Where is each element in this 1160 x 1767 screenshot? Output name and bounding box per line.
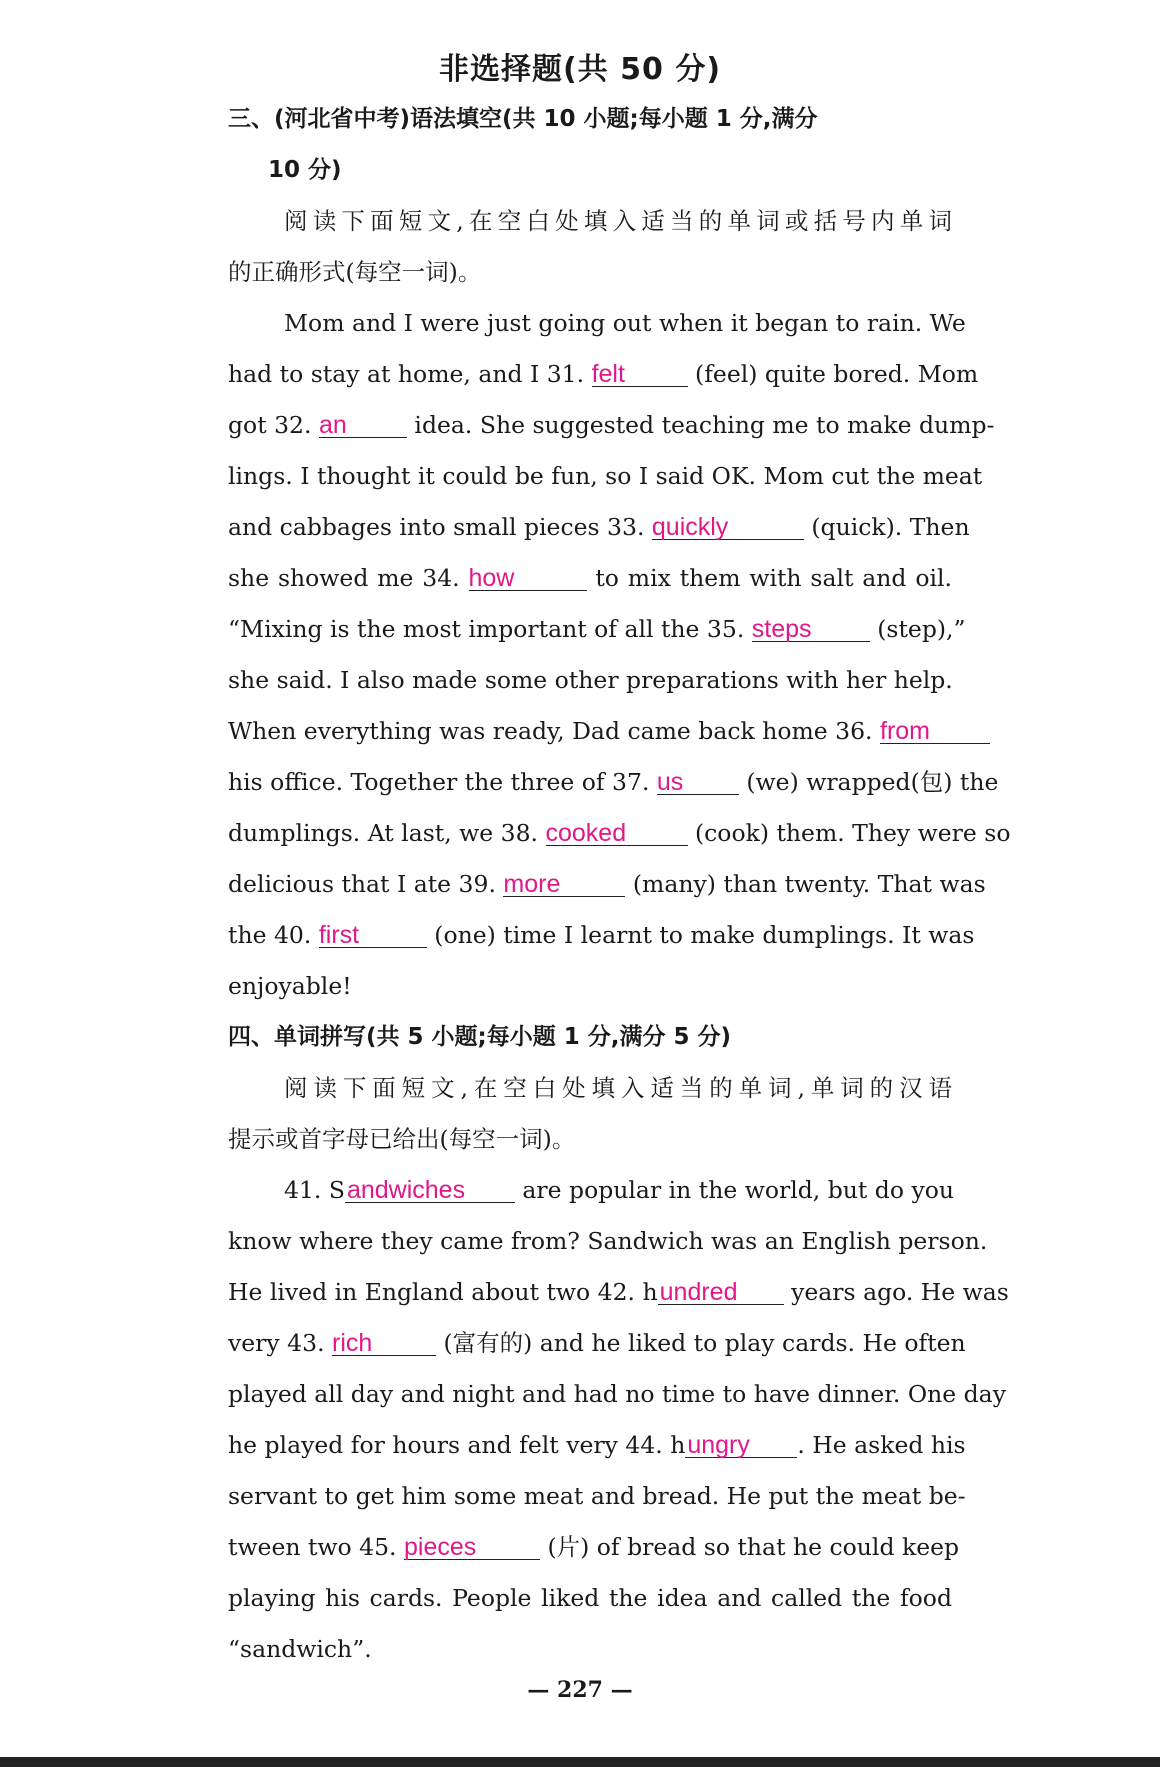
- answer-40: first: [319, 923, 427, 948]
- answer-34: how: [469, 566, 587, 591]
- answer-35: steps: [752, 617, 870, 642]
- answer-45: pieces: [404, 1535, 540, 1560]
- passage-line: [228, 1165, 955, 1216]
- text: (feel) quite bored. Mom: [687, 360, 979, 388]
- passage-line: [228, 502, 970, 553]
- passage-line: [228, 1318, 966, 1369]
- text: (many) than twenty. That was: [625, 870, 986, 898]
- answer-32: an: [319, 413, 407, 438]
- passage-line: [228, 349, 979, 400]
- section3-header: 三、(河北省中考)语法填空(共 10 小题;每小题 1 分,满分: [228, 106, 818, 132]
- passage-line: [228, 400, 995, 451]
- text: (we) wrapped(包) the: [738, 768, 999, 796]
- text: (one) time I learnt to make dumplings. It was: [426, 921, 975, 949]
- answer-31: felt: [592, 362, 688, 387]
- text: the 40.: [228, 921, 319, 949]
- passage-line: know where they came from? Sandwich was an English person.: [228, 1227, 988, 1255]
- text: (cook) them. They were so: [687, 819, 1011, 847]
- text: (step),”: [869, 615, 966, 643]
- text: to mix them with salt and oil.: [586, 564, 952, 592]
- page-number: — 227 —: [527, 1677, 633, 1703]
- passage-line: playing his cards. People liked the idea and called the food: [228, 1584, 952, 1612]
- text: tween two 45.: [228, 1533, 404, 1561]
- answer-41: andwiches: [345, 1178, 515, 1203]
- text: When everything was ready, Dad came back home 36.: [228, 717, 880, 745]
- text: He lived in England about two 42. h: [228, 1278, 658, 1306]
- text: . He asked his: [797, 1431, 966, 1459]
- passage-line: lings. I thought it could be fun, so I said OK. Mom cut the meat: [228, 462, 983, 490]
- text: years ago. He was: [783, 1278, 1009, 1306]
- passage-line: [228, 808, 1011, 859]
- text: and cabbages into small pieces 33.: [228, 513, 652, 541]
- section4-header: 四、单词拼写(共 5 小题;每小题 1 分,满分 5 分): [228, 1024, 732, 1050]
- text: (富有的) and he liked to play cards. He often: [436, 1329, 966, 1357]
- text: idea. She suggested teaching me to make dump-: [406, 411, 995, 439]
- section4-instruction-cont: 提示或首字母已给出(每空一词)。: [228, 1125, 576, 1153]
- answer-43: rich: [332, 1331, 436, 1356]
- answer-42: undred: [658, 1280, 784, 1305]
- passage-line: “sandwich”.: [228, 1635, 372, 1663]
- passage-line: [228, 604, 966, 655]
- passage-line: [228, 757, 999, 808]
- section3-instruction-cont: 的正确形式(每空一词)。: [228, 258, 482, 286]
- passage-line: [228, 1420, 966, 1471]
- text: very 43.: [228, 1329, 333, 1357]
- text: he played for hours and felt very 44. h: [228, 1431, 686, 1459]
- passage-line: [228, 910, 975, 961]
- passage-line: [228, 553, 952, 604]
- text: (片) of bread so that he could keep: [540, 1533, 960, 1561]
- answer-33: quickly: [652, 515, 804, 540]
- text: got 32.: [228, 411, 319, 439]
- passage-line: [228, 706, 952, 757]
- passage-line: Mom and I were just going out when it began to rain. We: [284, 309, 966, 337]
- bottom-edge-bar: [0, 1757, 1160, 1767]
- text: she showed me 34.: [228, 564, 469, 592]
- passage-line: [228, 859, 986, 910]
- page-title: 非选择题(共 50 分): [438, 52, 722, 87]
- passage-line: [228, 1522, 960, 1573]
- passage-line: enjoyable!: [228, 972, 352, 1000]
- text: 41. S: [284, 1176, 345, 1204]
- answer-44: ungry: [685, 1433, 797, 1458]
- section4-instruction: 阅读下面短文,在空白处填入适当的单词,单词的汉语: [284, 1074, 952, 1102]
- passage-line: played all day and night and had no time to have dinner. One day: [228, 1380, 1006, 1408]
- text: are popular in the world, but do you: [514, 1176, 955, 1204]
- section3-instruction: 阅读下面短文,在空白处填入适当的单词或括号内单词: [284, 207, 952, 235]
- passage-line: servant to get him some meat and bread. He put the meat be-: [228, 1482, 966, 1510]
- text: had to stay at home, and I 31.: [228, 360, 592, 388]
- text: (quick). Then: [803, 513, 970, 541]
- text: his office. Together the three of 37.: [228, 768, 657, 796]
- passage-line: [228, 1267, 1009, 1318]
- answer-38: cooked: [546, 821, 688, 846]
- passage-line: she said. I also made some other preparations with her help.: [228, 666, 953, 694]
- text: dumplings. At last, we 38.: [228, 819, 546, 847]
- answer-37: us: [657, 770, 739, 795]
- section3-header-cont: 10 分): [268, 157, 342, 183]
- answer-36: from: [880, 719, 990, 744]
- content: [228, 94, 1011, 1675]
- text: delicious that I ate 39.: [228, 870, 504, 898]
- text: “Mixing is the most important of all the 35.: [228, 615, 752, 643]
- answer-39: more: [503, 872, 625, 897]
